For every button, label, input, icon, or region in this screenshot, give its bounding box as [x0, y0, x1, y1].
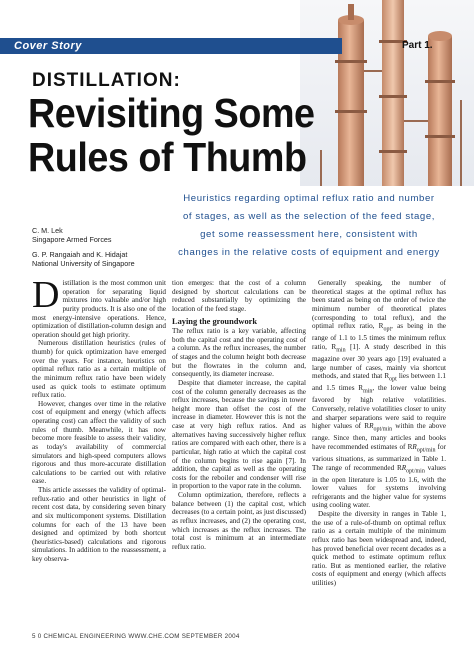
- author-1-affiliation: Singapore Armed Forces: [32, 235, 112, 244]
- kicker: DISTILLATION:: [32, 70, 181, 91]
- col3-paragraph-2: Despite the diversity in ranges in Table 1, the use of a rule-of-thumb on optimal reflux ratio as a certain multiple of the minimum reflux ratio has been widespread and, indeed, has proved beneficial over recent decades as a quick method to estimate optimum reflux ratio. But as mentioned earlier, the relative costs of equipment and energy (which affects utilities): [312, 510, 446, 588]
- col1-paragraph-2: Numerous distillation heuristics (rules of thumb) for quick optimization have emerged over the years. For instance, heuristics on optimal reflux ratio as a certain multiple of the minimum reflux ratio have been widely used as quick tools to estimate optimum reflux ratio.: [32, 339, 166, 400]
- col2-paragraph-4: Column optimization, therefore, reflects a balance between (1) the capital cost, which decreases (to a certain point, as just discussed) as reflux increases, and (2) the operating cost, which increases as the reflux increases. The total cost is minimum at an intermediate reflux ratio.: [172, 491, 306, 551]
- col3-paragraph-1: Generally speaking, the number of theoretical stages at the optimal reflux has been stated as being on the order of twice the minimum number of theoretical plates (corresponding to total reflux), and the optimal reflux ratio, $R_{opt}$, as being in the range of 1.1 to 1.5 times the minimum reflux ratio, $R_{min}$ [1]. A study described in this magazine over 30 years ago [19] evaluated a large number of cases, mainly via shortcut methods, and stated that $R_{opt}$ lies between 1.1 and 1.5 times $R_{min}$, the lower value being favored by high relative volatilities. Conversely, relative volatilities closer to unity and sharper separations were said to require higher values of $RR_{opt/min}$ within the above range. Since then, many articles and books have recommended estimates of $RR_{opt/min}$ for various situations, as summarized in Table 1. The range of recommended $RR_{opt/min}$ values in the open literature is 1.05 to 1.6, with the lower values for systems involving refrigerants and the higher value for systems using cooling water.: [312, 279, 447, 510]
- subtitle-line-4: changes in the relative costs of equipment and energy: [178, 247, 440, 258]
- body-column-2: [172, 279, 306, 551]
- section-heading: Laying the groundwork: [172, 316, 258, 326]
- title-line-2: Rules of Thumb: [28, 134, 307, 180]
- section-label: Cover Story: [14, 40, 82, 52]
- subtitle-line-2: of stages, as well as the selection of the feed stage,: [182, 211, 436, 222]
- subtitle-line-3: get some reassessment here, consistent with: [200, 229, 418, 240]
- author-1-name: C. M. Lek: [32, 226, 63, 235]
- col2-paragraph-3: Despite that diameter increase, the capital cost of the column generally decreases as the reflux increases, because the savings in tower height more than offset the cost of the increase in diameter. However this is not the case at very high reflux ratios. And as alternatives having successively higher reflux ratios are compared with each other, there is a particular, high ratio at which the capital cost of the column begins to rise again [7]. In addition, the capital as well as the operating costs for the reboiler and condenser will rise in proportion to the vapor rate in the column.: [172, 378, 306, 491]
- subtitle-line-1: Heuristics regarding optimal reflux ratio and number: [183, 193, 435, 204]
- col2-paragraph-1: tion emerges: that the cost of a column designed by shortcut calculations can be reduced substantially by optimizing the location of the feed stage.: [172, 279, 306, 313]
- col2-paragraph-2: The reflux ratio is a key variable, affecting both the capital cost and the operating cost of a column. As the reflux increases, the number of stages and the column height both decrease but the flowrates in the column and, consequently, its diameter increase.: [172, 327, 306, 379]
- part-label: Part 1.: [402, 40, 433, 51]
- distillation-columns-photo: [300, 0, 474, 186]
- col1-paragraph-3: However, changes over time in the relative cost of equipment and energy (which affects operating cost) can affect the validity of such rules of thumb. Meanwhile, it has now become more feasible to assess their validity, as today's availability of commercial simulators and high-speed computers allows rigorous and thus more-accurate distillation calculations to be carried out with relative ease.: [32, 399, 166, 486]
- author-2-name: G. P. Rangaiah and K. Hidajat: [32, 250, 128, 259]
- page-footer: 5 0 CHEMICAL ENGINEERING WWW.CHE.COM SEPTEMBER 2004: [32, 633, 240, 640]
- col1-paragraph-4: This article assesses the validity of optimal-reflux-ratio and other heuristics in light of recent cost data, by considering seven binary and six multicomponent systems. Distillation columns for each of the 13 have been designed and optimized by both shortcut (heuristics-based) calculations and rigorous simulations. In addition to the reassessment, a key observa-: [32, 486, 166, 563]
- body-column-3: [312, 279, 446, 588]
- col1-paragraph-1: istillation is the most common unit operation for separating liquid mixtures into valuable and/or high purity products. It is also one of the most energy-intensive operations. Hence, optimization of distillation-column design and operation should get high priority.: [32, 279, 166, 339]
- drop-cap: D: [32, 274, 60, 316]
- body-column-1: [32, 274, 166, 564]
- author-2-affiliation: National University of Singapore: [32, 259, 135, 268]
- title-line-1: Revisiting Some: [28, 90, 315, 136]
